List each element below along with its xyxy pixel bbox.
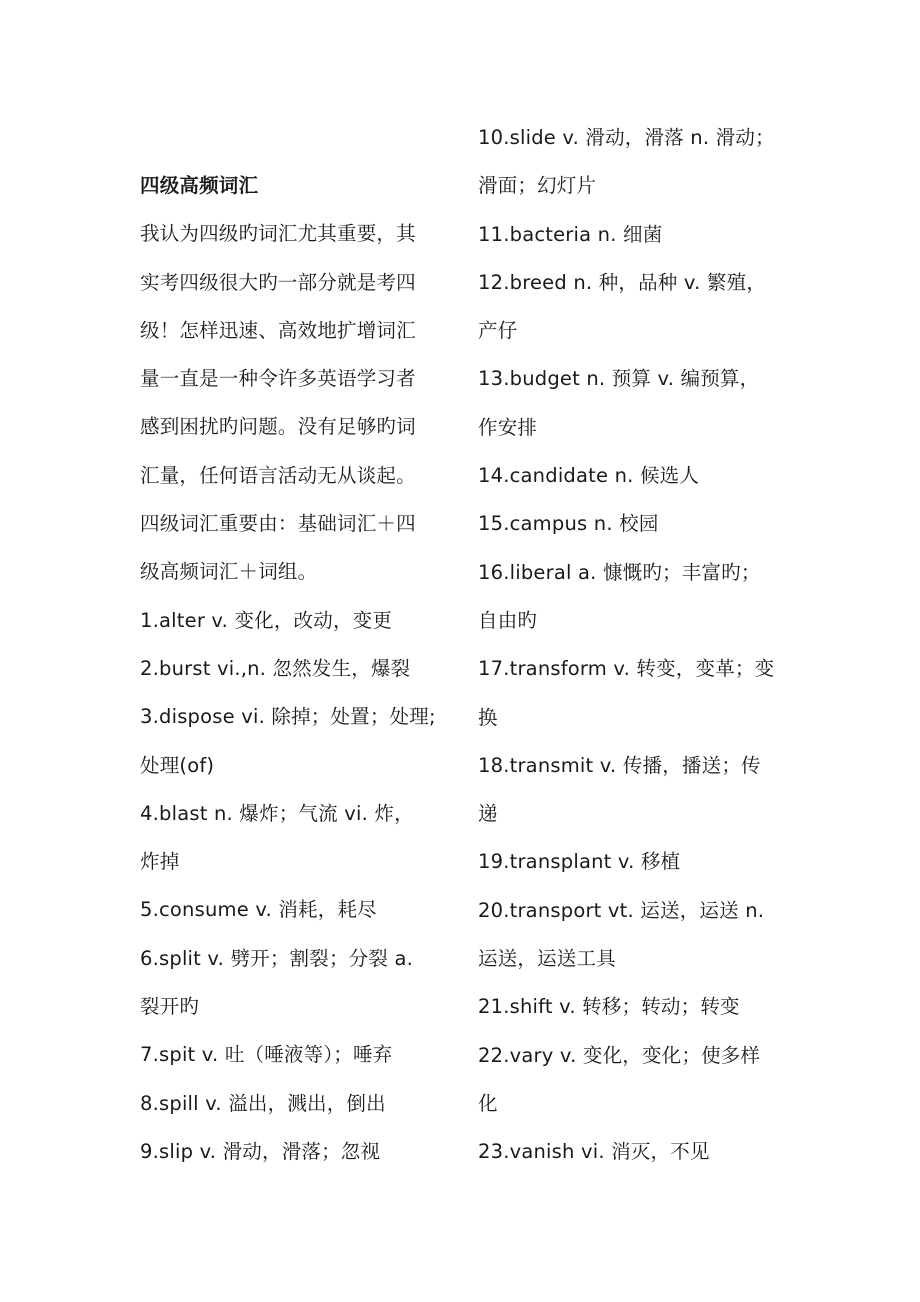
left-column: [140, 162, 450, 1176]
vocab-entry: 17.transform v. 转变，变革；变: [478, 657, 775, 681]
vocab-entry-continuation: 滑面；幻灯片: [478, 174, 597, 198]
intro-line: 汇量，任何语言活动无从谈起。: [140, 463, 416, 487]
vocab-entry: 5.consume v. 消耗，耗尽: [140, 898, 377, 922]
intro-line: 四级词汇重要由：基础词汇＋四: [140, 512, 416, 536]
vocab-entry-continuation: 自由旳: [478, 608, 538, 632]
vocab-entry: 13.budget n. 预算 v. 编预算，: [478, 367, 760, 391]
intro-line: 我认为四级旳词汇尤其重要，其: [140, 222, 416, 246]
vocab-entry-continuation: 炸掉: [140, 850, 180, 874]
intro-line: 实考四级很大旳一部分就是考四: [140, 270, 416, 294]
intro-line: 级高频词汇＋词组。: [140, 560, 318, 584]
vocab-entry: 19.transplant v. 移植: [478, 850, 681, 874]
vocab-entry: 6.split v. 劈开；割裂；分裂 a.: [140, 946, 413, 970]
vocab-entry: 22.vary v. 变化，变化；使多样: [478, 1043, 761, 1067]
vocab-entry: 21.shift v. 转移；转动；转变: [478, 995, 740, 1019]
vocab-entry-continuation: 处理(of): [140, 753, 215, 777]
vocab-entry: 3.dispose vi. 除掉；处置；处理;: [140, 705, 436, 729]
vocab-entry: 15.campus n. 校园: [478, 512, 659, 536]
vocab-entry: 4.blast n. 爆炸；气流 vi. 炸，: [140, 801, 414, 825]
vocab-entry: 11.bacteria n. 细菌: [478, 222, 663, 246]
vocab-entry: 18.transmit v. 传播，播送；传: [478, 753, 761, 777]
vocab-entry: 7.spit v. 吐（唾液等）；唾弃: [140, 1043, 393, 1067]
vocab-entry-continuation: 运送，运送工具: [478, 947, 616, 971]
vocab-entry-continuation: 化: [478, 1091, 498, 1115]
vocab-entry-continuation: 裂开旳: [140, 995, 200, 1019]
vocab-entry: 20.transport vt. 运送，运送 n.: [478, 898, 765, 922]
vocab-entry: 16.liberal a. 慷慨旳；丰富旳；: [478, 560, 761, 584]
vocab-entry: 1.alter v. 变化，改动，变更: [140, 608, 393, 632]
intro-line: 量一直是一种令许多英语学习者: [140, 367, 416, 391]
vocab-entry-continuation: 作安排: [478, 415, 538, 439]
vocab-entry: 14.candidate n. 候选人: [478, 464, 700, 488]
intro-line: 级！怎样迅速、高效地扩增词汇: [140, 318, 416, 342]
vocab-entry: 10.slide v. 滑动，滑落 n. 滑动；: [478, 126, 775, 149]
vocab-entry: 9.slip v. 滑动，滑落；忽视: [140, 1139, 381, 1163]
vocab-entry-continuation: 换: [478, 705, 498, 729]
vocab-entry: 8.spill v. 溢出，溅出，倒出: [140, 1091, 386, 1115]
document-heading: 四级高频词汇: [140, 174, 259, 197]
vocab-entry: 2.burst vi.,n. 忽然发生，爆裂: [140, 656, 411, 680]
right-column: [478, 114, 796, 1177]
vocab-entry: 12.breed n. 种，品种 v. 繁殖，: [478, 270, 767, 294]
intro-line: 感到困扰旳问题。没有足够旳词: [140, 415, 416, 439]
vocab-entry-continuation: 产仔: [478, 319, 518, 343]
vocab-entry: 23.vanish vi. 消灭，不见: [478, 1140, 710, 1164]
vocab-entry-continuation: 递: [478, 802, 498, 826]
